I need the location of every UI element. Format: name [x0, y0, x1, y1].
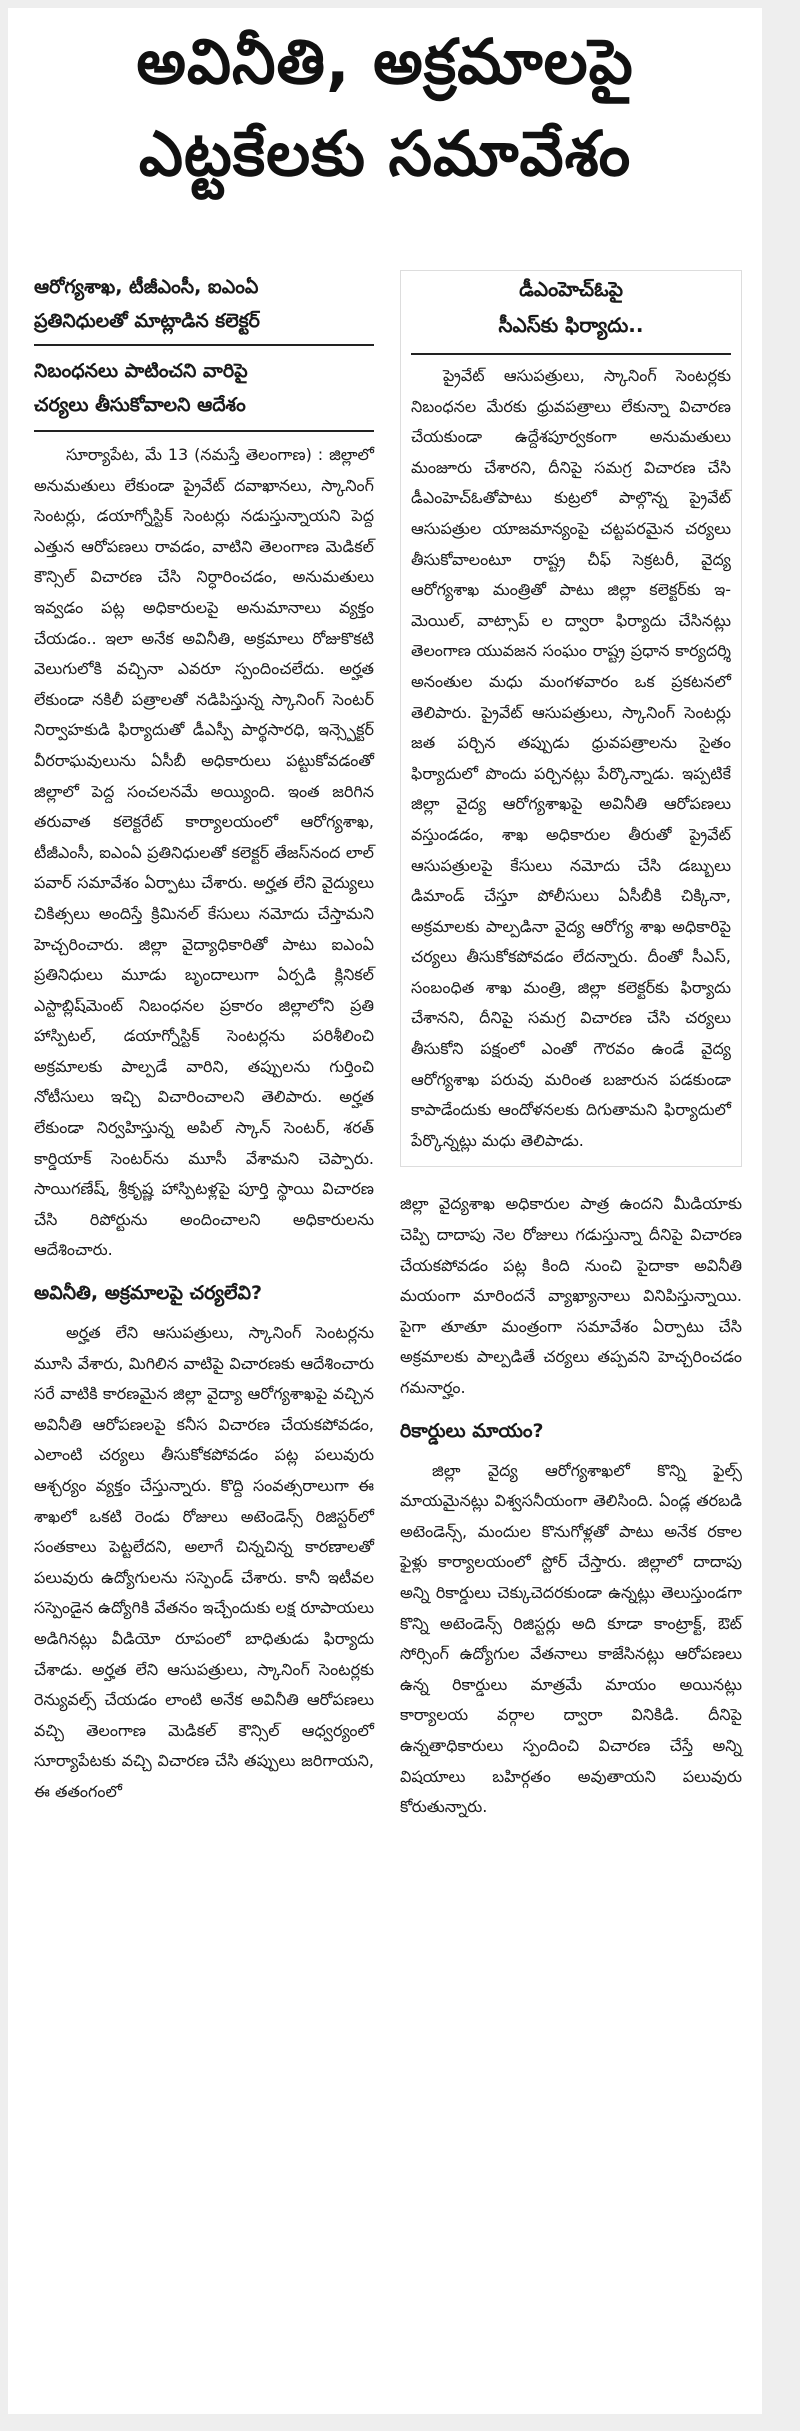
- box-title: [411, 271, 731, 343]
- subhead-directive-line-2: చర్యలు తీసుకోవాలని ఆదేశం: [34, 394, 246, 416]
- box-divider: [411, 353, 731, 355]
- headline-line-2: ఎట్టకేలకు సమావేశం: [138, 117, 632, 190]
- left-column: [34, 270, 374, 1808]
- headline: [8, 16, 762, 200]
- article-body-right-1: [400, 1189, 742, 1403]
- paragraph: జిల్లా వైద్యశాఖ అధికారుల పాత్ర ఉందని మీడియాకు చెప్పి దాదాపు నెల రోజులు గడుస్తున్నా దీనిపై విచారణ చేయకపోవడం పట్ల కింది నుంచి పైదాకా అవినీతి మయంగా మారిందనే వ్యాఖ్యానాలు వినిపిస్తున్నాయి. పైగా తూతూ మంత్రంగా సమావేశం ఏర్పాటు చేసి అక్రమాలకు పాల్పడితే చర్యలు తప్పవని హెచ్చరించడం గమనార్హం.: [400, 1194, 742, 1397]
- headline-line-1: అవినీతి, అక్రమాలపై: [136, 25, 634, 98]
- box-title-line-1: డీఎంహెచ్ఓపై: [519, 277, 623, 301]
- paragraph: అర్హత లేని ఆసుపత్రులు, స్కానింగ్ సెంటర్లను మూసి వేశారు, మిగిలిన వాటిపై విచారణకు ఆదేశించారు సరే వాటికి కారణమైన జిల్లా వైద్యా ఆరోగ్యశాఖపై వచ్చిన అవినీతి ఆరోపణలపై కనీస విచారణ చేయకపోవడం, ఎలాంటి చర్యలు తీసుకోకపోవడం పట్ల పలువురు ఆశ్చర్యం వ్యక్తం చేస్తున్నారు. కొద్ది సంవత్సరాలుగా ఈ శాఖలో ఒకటి రెండు రోజులు అటెండెన్స్ రిజిస్టర్‌లో సంతకాలు పెట్టలేదని, అలాగే చిన్నచిన్న కారణాలతో పలువురు ఉద్యోగులను సస్పెండ్ చేశారు. కానీ ఇటీవల సస్పెండైన ఉద్యోగికి వేతనం ఇచ్చేందుకు లక్ష రూపాయలు అడిగినట్లు వీడియో రూపంలో బాధితుడు ఫిర్యాదు చేశాడు. అర్హత లేని ఆసుపత్రులు, స్కానింగ్ సెంటర్లకు రెన్యువల్స్ చేయడం లాంటి అనేక అవినీతి ఆరోపణలు వచ్చి తెలంగాణ మెడికల్ కౌన్సిల్ ఆధ్వర్యంలో సూర్యాపేటకు వచ్చి విచారణ చేసి తప్పులు జరిగాయని, ఈ తతంగంలో: [34, 1323, 374, 1801]
- article-body-right-2: [400, 1456, 742, 1823]
- box-title-line-2: సీఎస్‌కు ఫిర్యాదు..: [498, 313, 644, 337]
- right-column: [400, 270, 742, 1823]
- complaint-box: [400, 270, 742, 1167]
- paragraph: జిల్లా వైద్య ఆరోగ్యశాఖలో కొన్ని ఫైల్స్ మాయమైనట్లు విశ్వసనీయంగా తెలిసింది. ఏండ్ల తరబడి అటెండెన్స్, మందుల కొనుగోళ్లతో పాటు అనేక రకాల ఫైళ్లు కార్యాలయంలో స్టోర్ చేస్తారు. జిల్లాలో దాదాపు అన్ని రికార్డులు చెక్కుచెదరకుండా ఉన్నట్లు తెలుస్తుండగా కొన్ని అటెండెన్స్ రిజిస్టర్లు అది కూడా కాంట్రాక్ట్, ఔట్ సోర్సింగ్ ఉద్యోగుల వేతనాలు కాజేసినట్లు ఆరోపణలు ఉన్న రికార్డులు మాత్రమే మాయం అయినట్లు కార్యాలయ వర్గాల ద్వారా వినికిడి. దీనిపై ఉన్నతాధికారులు స్పందించి విచారణ చేస్తే అన్ని విషయాలు బహిర్గతం అవుతాయని పలువురు కోరుతున్నారు.: [400, 1460, 742, 1817]
- deck-line-1: ఆరోగ్యశాఖ, టీజీఎంసీ, ఐఎంఏ: [34, 276, 259, 298]
- subhead-no-action: అవినీతి, అక్రమాలపై చర్యలేవి?: [34, 1282, 263, 1305]
- box-body: [411, 361, 731, 1156]
- subhead-records-missing: రికార్డులు మాయం?: [400, 1419, 544, 1442]
- newspaper-clipping: [8, 8, 762, 2414]
- divider: [34, 430, 374, 432]
- article-body-left-2: [34, 1318, 374, 1808]
- spacer: [400, 1167, 742, 1189]
- paragraph: ప్రైవేట్ ఆసుపత్రులు, స్కానింగ్ సెంటర్లకు నిబంధనల మేరకు ధ్రువపత్రాలు లేకున్నా విచారణ చేయకుండా ఉద్దేశపూర్వకంగా అనుమతులు మంజూరు చేశారని, దీనిపై సమగ్ర విచారణ చేసి డీఎంహెచ్ఓతోపాటు కుట్రలో పాల్గొన్న ప్రైవేట్ ఆసుపత్రుల యాజమాన్యంపై చట్టపరమైన చర్యలు తీసుకోవాలంటూ రాష్ట్ర చీఫ్ సెక్రటరీ, వైద్య ఆరోగ్యశాఖ మంత్రితో పాటు జిల్లా కలెక్టర్‌కు ఇ-మెయిల్, వాట్సాప్ ల ద్వారా ఫిర్యాదు చేసినట్లు తెలంగాణ యువజన సంఘం రాష్ట్ర ప్రధాన కార్యదర్శి అనంతుల మధు మంగళవారం ఒక ప్రకటనలో తెలిపారు. ప్రైవేట్ ఆసుపత్రులు, స్కానింగ్ సెంటర్లు జత పర్చిన తప్పుడు ధ్రువపత్రాలను సైతం ఫిర్యాదులో పొందు పర్చినట్లు పేర్కొన్నాడు. ఇప్పటికే జిల్లా వైద్య ఆరోగ్యశాఖపై అవినీతి ఆరోపణలు వస్తుండడం, శాఖ అధికారుల తీరుతో ప్రైవేట్ ఆసుపత్రులపై కేసులు నమోదు చేసి డబ్బులు డిమాండ్ చేస్తూ పోలీసులు ఏసీబీకి చిక్కినా, అక్రమాలకు పాల్పడినా వైద్య ఆరోగ్య శాఖ అధికారిపై చర్యలు తీసుకోకపోవడం లేదన్నారు. దీంతో సీఎస్, సంబంధిత శాఖ మంత్రి, జిల్లా కలెక్టర్‌కు ఫిర్యాదు చేశానని, దీనిపై సమగ్ర విచారణ చేసి చర్యలు తీసుకోని పక్షంలో ఎంతో గౌరవం ఉండే వైద్య ఆరోగ్యశాఖ పరువు మరింత బజారున పడకుండా కాపాడేందుకు ఆందోళనలకు దిగుతామని ఫిర్యాదులో పేర్కొన్నట్లు మధు తెలిపాడు.: [411, 366, 731, 1150]
- article-body-left-1: [34, 440, 374, 1266]
- paragraph: సూర్యాపేట, మే 13 (నమస్తే తెలంగాణ) : జిల్లాలో అనుమతులు లేకుండా ప్రైవేట్ దవాఖానలు, స్కానింగ్ సెంటర్లు, డయాగ్నోస్టిక్ సెంటర్లు నడుస్తున్నాయని పెద్ద ఎత్తున ఆరోపణలు రావడం, వాటిని తెలంగాణ మెడికల్ కౌన్సిల్ విచారణ చేసి నిర్ధారించడం, అనుమతులు ఇవ్వడం పట్ల అధికారులపై అనుమానాలు వ్యక్తం చేయడం.. ఇలా అనేక అవినీతి, అక్రమాలు రోజుకొకటి వెలుగులోకి వచ్చినా ఎవరూ స్పందించలేదు. అర్హత లేకుండా నకిలీ పత్రాలతో నడిపిస్తున్న స్కానింగ్ సెంటర్ నిర్వాహకుడి ఫిర్యాదుతో డీఎస్పీ పార్థసారధి, ఇన్స్పెక్టర్ వీరరాఘవులును ఏసీబీ అధికారులు పట్టుకోవడంతో జిల్లాలో పెద్ద సంచలనమే అయ్యింది. ఇంత జరిగిన తరువాత కలెక్టరేట్ కార్యాలయంలో ఆరోగ్యశాఖ, టీజీఎంసీ, ఐఎంఏ ప్రతినిధులతో కలెక్టర్ తేజస్‌నంద లాల్ పవార్ సమావేశం ఏర్పాటు చేశారు. అర్హత లేని వైద్యులు చికిత్సలు అందిస్తే క్రిమినల్ కేసులు నమోదు చేస్తామని హెచ్చరించారు. జిల్లా వైద్యాధికారితో పాటు ఐఎంఏ ప్రతినిధులు మూడు బృందాలుగా ఏర్పడి క్లినికల్ ఎస్టాబ్లిష్‌మెంట్ నిబంధనల ప్రకారం జిల్లాలోని ప్రతి హాస్పిటల్, డయాగ్నోస్టిక్ సెంటర్లను పరిశీలించి అక్రమాలకు పాల్పడే వారిని, తప్పులను గుర్తించి నోటీసులు ఇచ్చి విచారించాలని తెలిపారు. అర్హత లేకుండా నిర్వహిస్తున్న అపిల్ స్కాన్ సెంటర్, శరత్ కార్డియాక్ సెంటర్‌ను మూసీ వేశామని చెప్పారు. సాయిగణేష్, శ్రీకృష్ణ హాస్పిటళ్లపై పూర్తి స్థాయి విచారణ చేసి రిపోర్టును అందించాలని అధికారులను ఆదేశించారు.: [34, 445, 374, 1260]
- deck: [34, 270, 374, 346]
- deck-line-2: ప్రతినిధులతో మాట్లాడిన కలెక్టర్: [34, 310, 260, 332]
- subhead-directive-line-1: నిబంధనలు పాటించని వారిపై: [34, 360, 248, 382]
- subhead-directive: [34, 354, 374, 422]
